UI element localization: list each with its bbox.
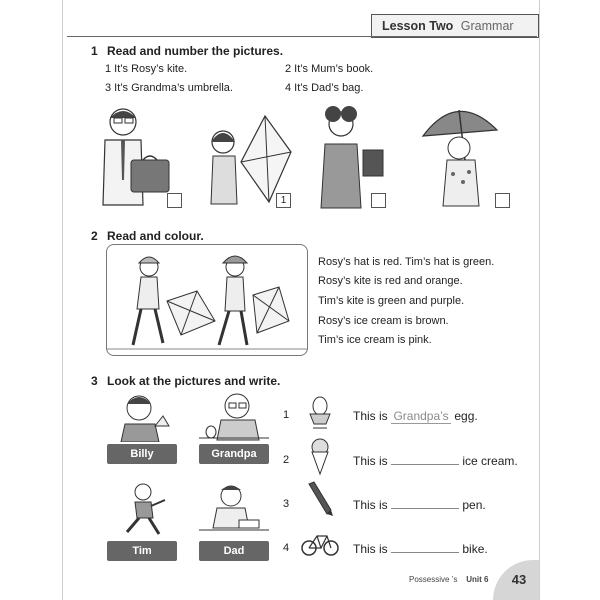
name-label-grandpa: Grandpa <box>199 444 269 464</box>
footer-unit: Unit 6 <box>466 575 489 584</box>
item-3-answer-blank[interactable] <box>391 498 459 509</box>
egg-icon <box>305 394 335 430</box>
name-label-tim: Tim <box>107 541 177 561</box>
item-4-sentence: This is bike. <box>353 542 488 556</box>
section1-title: 1 Read and number the pictures. <box>91 44 284 58</box>
workbook-page <box>62 0 540 600</box>
pen-icon <box>305 480 335 518</box>
item-3-sentence: This is pen. <box>353 498 486 512</box>
section2-sentence-1: Rosy’s hat is red. Tim’s hat is green. <box>318 256 495 268</box>
answer-box-dad[interactable] <box>167 193 182 208</box>
kids-with-kites-scene <box>106 244 308 356</box>
item-1-answer[interactable]: Grandpa’s <box>391 409 451 424</box>
footer-topic: Possessive ’s <box>409 575 458 584</box>
section2-sentence-2: Rosy’s kite is red and orange. <box>318 275 463 287</box>
answer-box-mum[interactable] <box>371 193 386 208</box>
grandpa-illustration <box>199 390 269 442</box>
answer-box-rosy[interactable]: 1 <box>276 193 291 208</box>
section1-sentence-1: 1 It’s Rosy’s kite. <box>105 63 188 75</box>
dad-writing-illustration <box>199 484 269 538</box>
item-4-number: 4 <box>283 542 290 554</box>
section2-sentence-3: Tim’s kite is green and purple. <box>318 295 465 307</box>
page-footer <box>409 575 488 584</box>
name-label-dad: Dad <box>199 541 269 561</box>
item-2-number: 2 <box>283 454 290 466</box>
item-4-answer-blank[interactable] <box>391 542 459 553</box>
item-2-sentence: This is ice cream. <box>353 454 518 468</box>
lesson-title: Lesson Two <box>382 19 454 33</box>
ice-cream-icon <box>305 436 335 476</box>
kids-walking-illustration <box>107 245 307 355</box>
item-1-number: 1 <box>283 409 290 421</box>
section1-sentence-4: 4 It’s Dad’s bag. <box>285 82 364 94</box>
page-number: 43 <box>493 560 539 600</box>
lesson-topic: Grammar <box>460 19 514 33</box>
answer-box-grandma[interactable] <box>495 193 510 208</box>
grandma-with-umbrella-illustration <box>417 96 507 208</box>
billy-illustration <box>115 390 175 442</box>
item-3-number: 3 <box>283 498 290 510</box>
name-label-billy: Billy <box>107 444 177 464</box>
item-2-answer-blank[interactable] <box>391 454 459 465</box>
section3-title: 3 Look at the pictures and write. <box>91 374 281 388</box>
lesson-header <box>371 14 539 38</box>
section1-sentence-2: 2 It’s Mum’s book. <box>285 63 374 75</box>
section2-title: 2 Read and colour. <box>91 229 204 243</box>
header-rule <box>67 36 537 37</box>
section2-sentence-4: Rosy’s ice cream is brown. <box>318 315 449 327</box>
bike-icon <box>301 528 339 558</box>
tim-illustration <box>115 482 175 538</box>
item-1-sentence: This is Grandpa’s egg. <box>353 409 478 423</box>
section1-sentence-3: 3 It’s Grandma’s umbrella. <box>105 82 233 94</box>
section2-sentence-5: Tim’s ice cream is pink. <box>318 334 432 346</box>
